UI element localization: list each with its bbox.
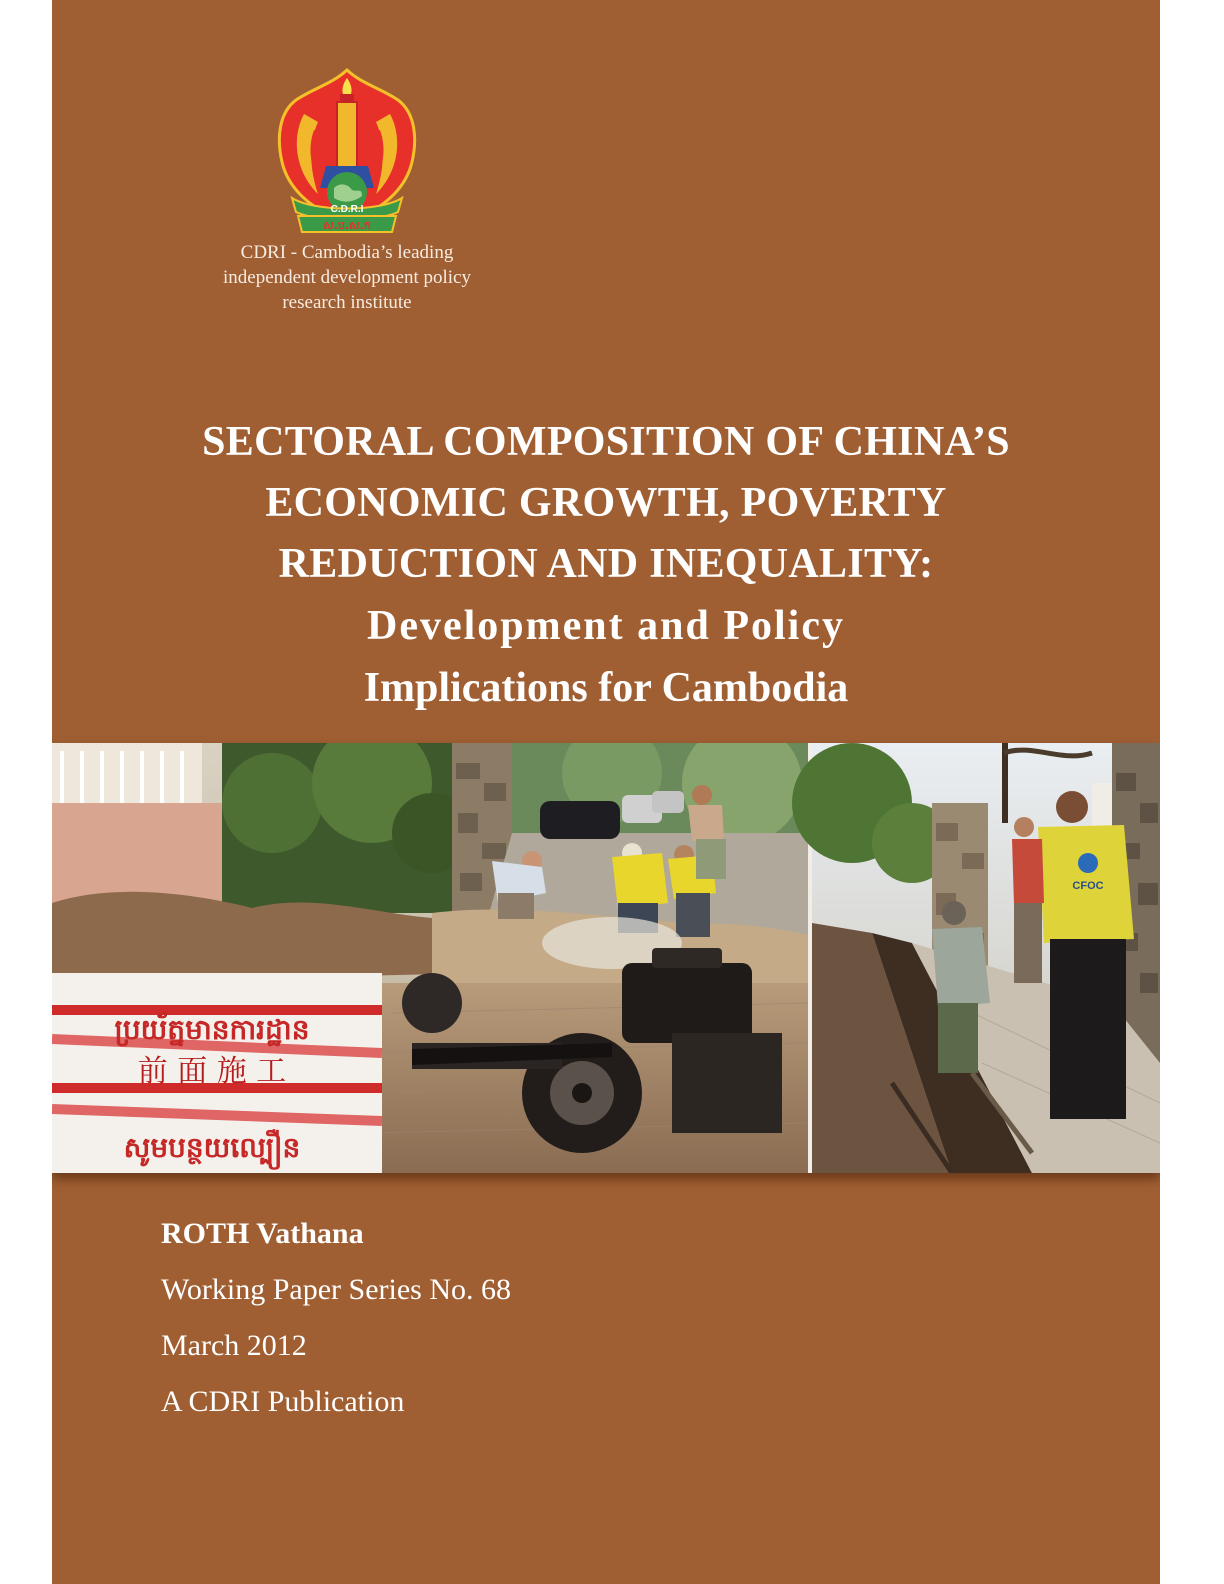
right-photo [792,743,1160,1173]
title-line-1: SECTORAL COMPOSITION OF CHINA’S [202,419,1010,465]
title-line-4: Development and Policy [367,603,845,649]
publisher: A CDRI Publication [161,1385,405,1418]
title-line-3: REDUCTION AND INEQUALITY: [278,541,934,587]
series-number: Working Paper Series No. 68 [161,1273,512,1306]
document-title [82,412,1130,719]
cdri-emblem-icon [274,66,420,234]
sign-chinese: 前 面 施 工 [137,1054,287,1089]
sign-khmer-bottom: សូមបន្ថយល្បឿន [123,1131,301,1164]
tagline-line-1: CDRI - Cambodia’s leading [240,242,454,263]
tagline [192,240,502,315]
sign-khmer-top: ប្រយ័ត្នមានការដ្ឋាន [114,1013,310,1046]
left-photo [52,743,808,1173]
tagline-line-2: independent development policy [223,267,471,288]
cover-page [52,0,1160,1584]
logo-base-text: ស.ប.ស.ក [323,219,371,232]
title-line-5: Implications for Cambodia [363,665,849,711]
logo-ribbon-text: C.D.R.I [330,204,364,215]
cover-photo [52,743,1160,1173]
tagline-line-3: research institute [282,292,412,313]
title-line-2: ECONOMIC GROWTH, POVERTY [265,480,947,526]
author: ROTH Vathana [161,1217,364,1250]
shirt-text: CFOC [1072,880,1104,892]
publication-date: March 2012 [161,1329,307,1362]
publication-details [161,1206,861,1430]
